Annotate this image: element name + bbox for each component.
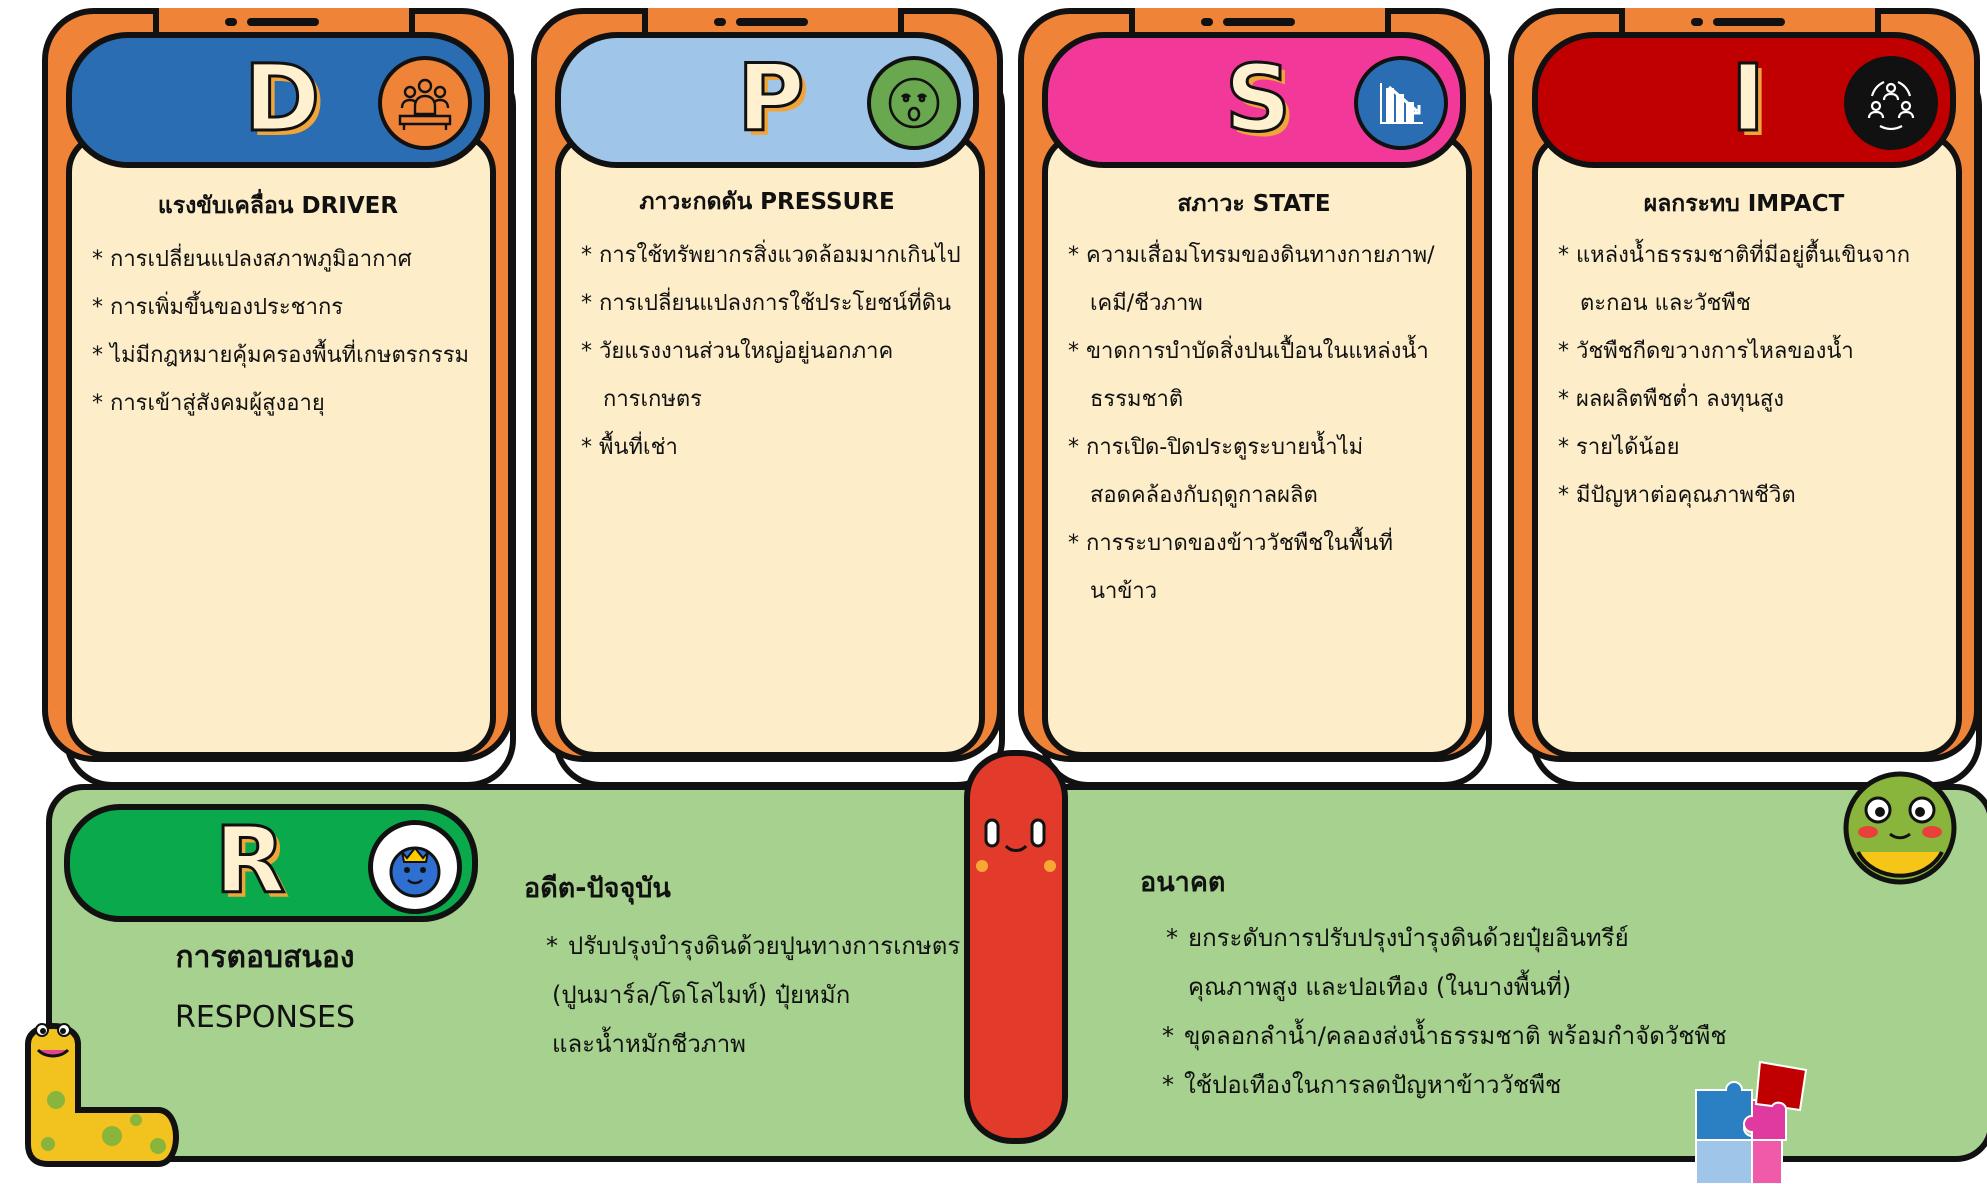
- list-item-text: การใช้ทรัพยากรสิ่งแวดล้อมมากเกินไป: [599, 243, 961, 268]
- list-item-text: ขาดการบำบัดสิ่งปนเปื้อนในแหล่งน้ำ: [1086, 339, 1429, 364]
- card-frame: [1018, 8, 1490, 762]
- people-group-icon: [378, 56, 472, 150]
- list-item: [1558, 472, 1968, 520]
- list-item: [1558, 232, 1968, 328]
- card-screen: [66, 132, 496, 758]
- list-item: [92, 332, 502, 380]
- card-title: ภาวะกดดัน PRESSURE: [639, 189, 895, 215]
- card-frame: [42, 8, 514, 762]
- list-item-text: ความเสื่อมโทรมของดินทางกายภาพ/: [1086, 243, 1435, 268]
- future-heading: อนาคต: [1140, 867, 1226, 898]
- list-item-text: รายได้น้อย: [1576, 435, 1680, 460]
- list-item-text: ไม่มีกฎหมายคุ้มครองพื้นที่เกษตรกรรม: [110, 343, 470, 368]
- list-item: [1558, 424, 1968, 472]
- card-header: [1532, 32, 1956, 168]
- frog-face-icon: [1840, 768, 1960, 888]
- card-list: [581, 232, 991, 472]
- card-header: [555, 32, 979, 168]
- list-item-text: การเข้าสู่สังคมผู้สูงอายุ: [110, 391, 325, 416]
- card-list: [1068, 232, 1478, 616]
- list-item: [546, 922, 960, 971]
- list-item: [1558, 376, 1968, 424]
- list-item: [92, 380, 502, 428]
- list-item: [1558, 328, 1968, 376]
- list-item-text: การเพิ่มขึ้นของประชากร: [110, 295, 344, 320]
- card-header: [66, 32, 490, 168]
- past-present-list: [546, 922, 960, 971]
- stressed-face-icon: [867, 56, 961, 150]
- list-item: [1162, 1012, 1727, 1061]
- list-item-text: การระบาดของข้าววัชพืชในพื้นที่: [1086, 531, 1394, 556]
- card-header: [1042, 32, 1466, 168]
- red-capsule-character: [964, 750, 1068, 1144]
- responses-subtitle: RESPONSES: [174, 1000, 356, 1035]
- card-title: แรงขับเคลื่อน DRIVER: [157, 193, 399, 219]
- card-list: [1558, 232, 1968, 520]
- list-item-text: การเปลี่ยนแปลงการใช้ประโยชน์ที่ดิน: [599, 291, 952, 316]
- list-item-continuation: ธรรมชาติ: [1090, 387, 1184, 412]
- card-impact: [1508, 8, 1980, 768]
- continuation-line: คุณภาพสูง และปอเทือง (ในบางพื้นที่): [1188, 973, 1572, 1001]
- list-item-text: วัชพืชกีดขวางการไหลของน้ำ: [1576, 339, 1854, 364]
- card-frame: [531, 8, 1003, 762]
- list-item-text: ขุดลอกลำน้ำ/คลองส่งน้ำธรรมชาติ พร้อมกำจัดวัชพืช: [1184, 1022, 1727, 1050]
- responses-title: การตอบสนอง: [175, 940, 355, 975]
- list-item: [1068, 520, 1478, 616]
- future-list: [1166, 914, 1629, 963]
- card-list: [92, 236, 502, 428]
- list-item-text: ปรับปรุงบำรุงดินด้วยปูนทางการเกษตร: [568, 932, 961, 960]
- list-item: [1068, 424, 1478, 520]
- list-item: [92, 236, 502, 284]
- card-letter: P: [737, 45, 805, 152]
- list-item: [581, 328, 991, 424]
- continuation-line: (ปูนมาร์ล/โดโลไมท์) ปุ๋ยหมัก: [552, 981, 851, 1009]
- past-present-heading: อดีต-ปัจจุบัน: [524, 873, 671, 904]
- list-item: [1166, 914, 1629, 963]
- past-present-continuation: [552, 971, 850, 1069]
- declining-chart-icon: [1354, 56, 1448, 150]
- list-item: [581, 280, 991, 328]
- list-item: [1162, 1061, 1727, 1110]
- responses-header: [64, 804, 478, 922]
- list-item-continuation: การเกษตร: [603, 387, 702, 412]
- list-item-text: พื้นที่เช่า: [599, 435, 678, 460]
- card-letter: S: [1224, 45, 1292, 152]
- card-letter: I: [1730, 45, 1766, 152]
- card-frame: [1508, 8, 1980, 762]
- list-item-text: ยกระดับการปรับปรุงบำรุงดินด้วยปุ๋ยอินทรีย์: [1188, 924, 1629, 952]
- list-item: [1068, 232, 1478, 328]
- list-item: [581, 232, 991, 280]
- continuation-line: และน้ำหมักชีวภาพ: [552, 1030, 747, 1058]
- card-title: ผลกระทบ IMPACT: [1643, 191, 1845, 217]
- card-pressure: [531, 8, 1003, 768]
- community-cycle-icon: [1844, 56, 1938, 150]
- list-item: [92, 284, 502, 332]
- list-item-text: วัยแรงงานส่วนใหญ่อยู่นอกภาค: [599, 339, 894, 364]
- list-item-continuation: สอดคล้องกับฤดูกาลผลิต: [1090, 483, 1318, 508]
- list-item-continuation: ตะกอน และวัชพืช: [1580, 291, 1751, 316]
- responses-letter: R: [214, 807, 286, 914]
- crowned-blue-face-icon: [368, 820, 462, 914]
- card-state: [1018, 8, 1490, 768]
- card-title: สภาวะ STATE: [1177, 191, 1331, 217]
- future-continuation: [1188, 963, 1571, 1012]
- list-item-text: มีปัญหาต่อคุณภาพชีวิต: [1576, 483, 1796, 508]
- list-item-text: ผลผลิตพืชต่ำ ลงทุนสูง: [1576, 387, 1785, 412]
- list-item-continuation: เคมี/ชีวภาพ: [1090, 291, 1203, 316]
- list-item: [581, 424, 991, 472]
- list-item-text: แหล่งน้ำธรรมชาติที่มีอยู่ตื้นเขินจาก: [1576, 243, 1911, 268]
- list-item-text: การเปลี่ยนแปลงสภาพภูมิอากาศ: [110, 247, 412, 272]
- puzzle-pieces-icon: [1690, 1054, 1820, 1184]
- yellow-worm-icon: [8, 1004, 208, 1184]
- future-list: [1162, 1012, 1727, 1110]
- list-item: [1068, 328, 1478, 424]
- list-item-text: ใช้ปอเทืองในการลดปัญหาข้าววัชพืช: [1184, 1071, 1562, 1099]
- list-item-text: การเปิด-ปิดประตูระบายน้ำไม่: [1086, 435, 1364, 460]
- card-driver: [42, 8, 514, 768]
- card-letter: D: [243, 45, 321, 152]
- list-item-continuation: นาข้าว: [1090, 579, 1158, 604]
